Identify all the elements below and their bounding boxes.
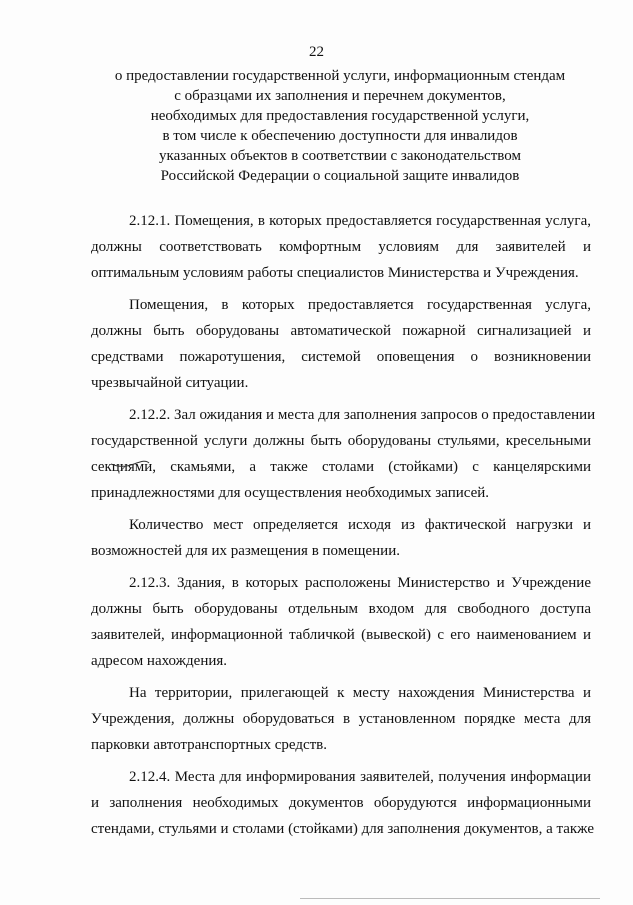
paragraph-line: возможностей для их размещения в помещении. — [91, 543, 400, 559]
paragraph-line: должны соответствовать комфортным условиям для заявителей и — [91, 239, 591, 255]
page-number: 22 — [309, 44, 324, 60]
paragraph-line: и заполнения необходимых документов оборудуются информационными — [91, 795, 591, 811]
paragraph-line: стендами, стульями и столами (стойками) для заполнения документов, а также — [91, 821, 594, 837]
paragraph-seat-count — [91, 512, 591, 564]
paragraph-line: государственной услуги должны быть оборудованы стульями, кресельными — [91, 433, 591, 449]
pen-mark — [110, 458, 150, 468]
paragraph-parking — [91, 680, 591, 758]
heading-line: о предоставлении государственной услуги, информационным стендам — [114, 68, 566, 84]
paragraph-line: Помещения, в которых предоставляется государственная услуга, — [129, 297, 591, 313]
paragraph-line: парковки автотранспортных средств. — [91, 737, 328, 753]
paragraph-line: средствами пожаротушения, системой оповещения о возникновении — [91, 349, 591, 365]
paragraph-2-12-3 — [91, 570, 591, 674]
paragraph-2-12-2 — [91, 402, 596, 506]
paragraph-fire-safety — [91, 292, 591, 396]
paragraph-line: принадлежностями для осуществления необходимых записей. — [91, 485, 490, 501]
paragraph-line: 2.12.4. Места для информирования заявителей, получения информации — [129, 769, 591, 785]
section-heading — [80, 66, 600, 186]
paragraph-line: секциями, скамьями, а также столами (стойками) с канцелярскими — [91, 459, 591, 475]
paragraph-line: чрезвычайной ситуации. — [91, 375, 249, 391]
scan-edge-line — [300, 898, 600, 899]
paragraph-2-12-1 — [91, 208, 591, 286]
paragraph-line: должны быть оборудованы автоматической пожарной сигнализацией и — [91, 323, 591, 339]
heading-line: необходимых для предоставления государственной услуги, — [150, 108, 530, 124]
paragraph-line: заявителей, информационной табличкой (вывеской) с его наименованием и — [91, 627, 591, 643]
paragraph-line: Учреждения, должны оборудоваться в установленном порядке места для — [91, 711, 591, 727]
paragraph-line: 2.12.3. Здания, в которых расположены Министерство и Учреждение — [129, 575, 591, 591]
paragraph-line: На территории, прилегающей к месту нахождения Министерства и — [129, 685, 591, 701]
paragraph-2-12-4 — [91, 764, 594, 842]
heading-line: с образцами их заполнения и перечнем документов, — [174, 88, 506, 104]
heading-line: Российской Федерации о социальной защите инвалидов — [160, 168, 520, 184]
paragraph-line: 2.12.2. Зал ожидания и места для заполнения запросов о предоставлении — [129, 407, 596, 423]
heading-line: в том числе к обеспечению доступности для инвалидов — [162, 128, 518, 144]
paragraph-line: Количество мест определяется исходя из фактической нагрузки и — [129, 517, 591, 533]
paragraph-line: оптимальным условиям работы специалистов Министерства и Учреждения. — [91, 265, 579, 281]
paragraph-line: 2.12.1. Помещения, в которых предоставляется государственная услуга, — [129, 213, 591, 229]
heading-line: указанных объектов в соответствии с законодательством — [159, 148, 521, 164]
paragraph-line: должны быть оборудованы отдельным входом для свободного доступа — [91, 601, 591, 617]
document-body — [91, 208, 596, 842]
paragraph-line: адресом нахождения. — [91, 653, 228, 669]
